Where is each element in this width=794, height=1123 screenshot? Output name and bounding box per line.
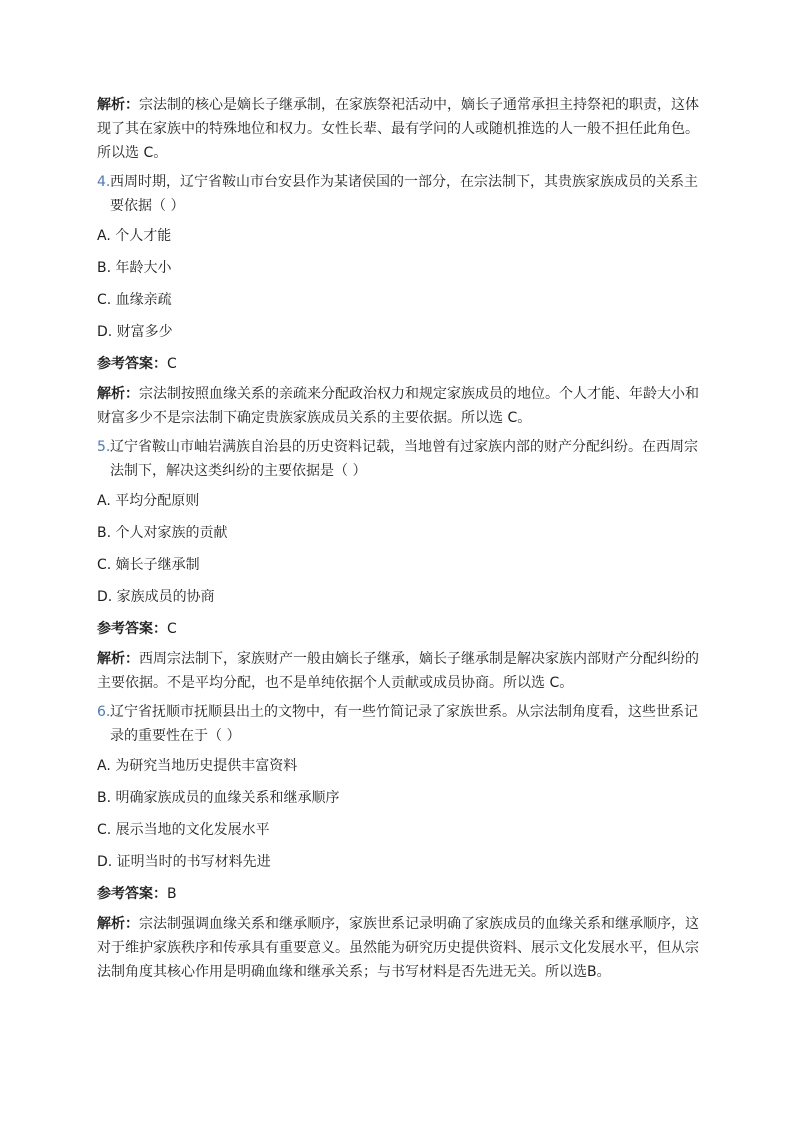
option-a: A. 为研究当地历史提供丰富资料 [97, 758, 298, 774]
answer-line: 参考答案：C [97, 356, 177, 372]
analysis-text: 宗法制强调血缘关系和继承顺序，家族世系记录明确了家族成员的血缘关系和继承顺序，这对于维护家族秩序和传承具有重要意义。虽然能为研究历史提供资料、展示文化发展水平，但从宗法制角度其核心作用是明确血缘和继承关系；与书写材料是否先进无关。所以选B。 [97, 916, 699, 980]
answer-value: B [167, 886, 177, 902]
option-c: C. 嫡长子继承制 [97, 557, 200, 573]
answer-label: 参考答案 [97, 886, 153, 902]
analysis-label: 解析 [97, 97, 125, 113]
question-number: 5. [97, 439, 111, 455]
analysis-text: 宗法制按照血缘关系的亲疏来分配政治权力和规定家族成员的地位。个人才能、年龄大小和财富多少不是宗法制下确定贵族家族成员关系的主要依据。所以选 C。 [97, 386, 699, 426]
option-c: C. 血缘亲疏 [97, 292, 172, 308]
question-number: 4. [97, 174, 111, 190]
question-4 [97, 170, 707, 218]
option-a: A. 个人才能 [97, 228, 172, 244]
option-b: B. 年龄大小 [97, 260, 172, 276]
option-d: D. 家族成员的协商 [97, 589, 215, 605]
analysis-paragraph-3: 解析：宗法制的核心是嫡长子继承制，在家族祭祀活动中，嫡长子通常承担主持祭祀的职责，这体现了其在家族中的特殊地位和权力。女性长辈、最有学问的人或随机推选的人一般不担任此角色。所以选 C。 [97, 97, 699, 161]
question-text: 辽宁省鞍山市岫岩满族自治县的历史资料记载，当地曾有过家族内部的财产分配纠纷。在西周宗法制下，解决这类纠纷的主要依据是（ ） [110, 439, 698, 479]
question-text: 辽宁省抚顺市抚顺县出土的文物中，有一些竹简记录了家族世系。从宗法制角度看，这些世系记录的重要性在于（ ） [110, 704, 698, 744]
option-d: D. 财富多少 [97, 324, 173, 340]
analysis-paragraph: 解析：西周宗法制下，家族财产一般由嫡长子继承，嫡长子继承制是解决家族内部财产分配纠纷的主要依据。不是平均分配，也不是单纯依据个人贡献或成员协商。所以选 C。 [97, 651, 699, 691]
option-b: B. 明确家族成员的血缘关系和继承顺序 [97, 790, 340, 806]
analysis-text: 宗法制的核心是嫡长子继承制，在家族祭祀活动中，嫡长子通常承担主持祭祀的职责，这体现了其在家族中的特殊地位和权力。女性长辈、最有学问的人或随机推选的人一般不担任此角色。所以选 C。 [97, 97, 699, 161]
option-c: C. 展示当地的文化发展水平 [97, 822, 270, 838]
option-a: A. 平均分配原则 [97, 493, 200, 509]
question-6 [97, 700, 707, 748]
analysis-label: 解析 [97, 386, 125, 402]
question-number: 6. [97, 704, 111, 720]
analysis-paragraph: 解析：宗法制按照血缘关系的亲疏来分配政治权力和规定家族成员的地位。个人才能、年龄大小和财富多少不是宗法制下确定贵族家族成员关系的主要依据。所以选 C。 [97, 386, 699, 426]
analysis-label: 解析 [97, 916, 125, 932]
answer-line: 参考答案：B [97, 886, 177, 902]
option-b: B. 个人对家族的贡献 [97, 525, 228, 541]
analysis-text: 西周宗法制下，家族财产一般由嫡长子继承，嫡长子继承制是解决家族内部财产分配纠纷的主要依据。不是平均分配，也不是单纯依据个人贡献或成员协商。所以选 C。 [97, 651, 699, 691]
document-page [97, 93, 707, 989]
analysis-paragraph: 解析：宗法制强调血缘关系和继承顺序，家族世系记录明确了家族成员的血缘关系和继承顺序，这对于维护家族秩序和传承具有重要意义。虽然能为研究历史提供资料、展示文化发展水平，但从宗法制角度其核心作用是明确血缘和继承关系；与书写材料是否先进无关。所以选B。 [97, 916, 699, 980]
option-d: D. 证明当时的书写材料先进 [97, 854, 271, 870]
answer-label: 参考答案 [97, 621, 153, 637]
answer-line: 参考答案：C [97, 621, 177, 637]
answer-label: 参考答案 [97, 356, 153, 372]
question-text: 西周时期，辽宁省鞍山市台安县作为某诸侯国的一部分，在宗法制下，其贵族家族成员的关系主要依据（ ） [110, 174, 698, 214]
question-5 [97, 435, 707, 483]
analysis-label: 解析 [97, 651, 125, 667]
answer-value: C [167, 356, 177, 372]
answer-value: C [167, 621, 177, 637]
